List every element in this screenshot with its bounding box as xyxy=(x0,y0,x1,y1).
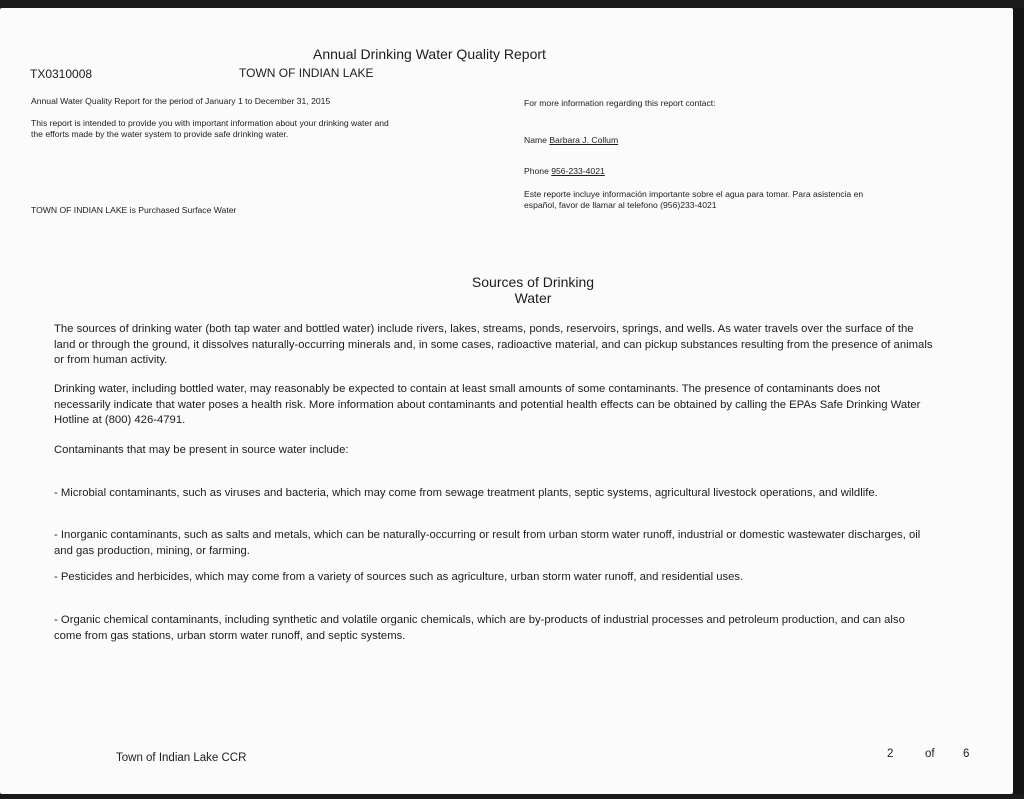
list-item-inorganic: - Inorganic contaminants, such as salts and metals, which can be naturally-occurring or result from urban storm water runoff, industrial or domestic wastewater discharges, oil and gas production, mining, or farming. xyxy=(54,529,921,557)
sources-paragraph: The sources of drinking water (both tap water and bottled water) include rivers, lakes, streams, ponds, reservoirs, springs, and wells. As water travels over the surface of the land or through the ground, it dissolves naturally-occurring minerals and, in some cases, radioactive material, and can pickup substances resulting from the presence of animals or from human activity. xyxy=(54,323,933,366)
scan-edge xyxy=(1013,8,1024,794)
page-number-total: 6 xyxy=(963,748,970,760)
contact-heading: For more information regarding this report contact: xyxy=(524,98,716,108)
section-title-line1: Sources of Drinking xyxy=(471,274,595,290)
list-item-microbial: - Microbial contaminants, such as viruses and bacteria, which may come from sewage treatment plants, septic systems, agricultural livestock operations, and wildlife. xyxy=(54,487,878,499)
contact-phone xyxy=(524,166,605,177)
report-title: Annual Drinking Water Quality Report xyxy=(313,46,546,62)
section-title-line2: Water xyxy=(514,290,552,306)
contaminants-intro: Contaminants that may be present in source water include: xyxy=(54,444,349,456)
document-page xyxy=(0,8,1013,794)
contact-phone-value: 956-233-4021 xyxy=(551,166,605,176)
report-intro: This report is intended to provide you with important information about your drinking water and the efforts made by the water system to provide safe drinking water. xyxy=(31,118,389,139)
contact-name-value: Barbara J. Collum xyxy=(549,135,619,145)
list-item-organic: - Organic chemical contaminants, including synthetic and volatile organic chemicals, which are by-products of industrial processes and petroleum production, and can also come from gas stations, urban storm water runoff, and septic systems. xyxy=(54,614,905,642)
page-number-of: of xyxy=(925,748,935,760)
list-item-pesticides: - Pesticides and herbicides, which may come from a variety of sources such as agriculture, urban storm water runoff, and residential uses. xyxy=(54,571,744,583)
section-title xyxy=(433,274,633,306)
contact-phone-label: Phone xyxy=(524,166,549,176)
system-name: TOWN OF INDIAN LAKE xyxy=(239,66,374,80)
spanish-note: Este reporte incluye información importante sobre el agua para tomar. Para asistencia en español, favor de llamar al telefono (956)233-4021 xyxy=(524,189,864,210)
footer-label: Town of Indian Lake CCR xyxy=(116,752,247,764)
contact-name-label: Name xyxy=(524,135,547,145)
source-type: TOWN OF INDIAN LAKE is Purchased Surface Water xyxy=(31,205,237,215)
page-number-current: 2 xyxy=(887,748,894,760)
system-id: TX0310008 xyxy=(30,67,93,81)
contaminants-paragraph: Drinking water, including bottled water, may reasonably be expected to contain at least small amounts of some contaminants. The presence of contaminants does not necessarily indicate that water poses a health risk. More information about contaminants and potential health effects can be obtained by calling the EPAs Safe Drinking Water Hotline at (800) 426-4791. xyxy=(54,383,921,426)
contact-name xyxy=(524,135,618,146)
report-period: Annual Water Quality Report for the period of January 1 to December 31, 2015 xyxy=(31,96,331,106)
